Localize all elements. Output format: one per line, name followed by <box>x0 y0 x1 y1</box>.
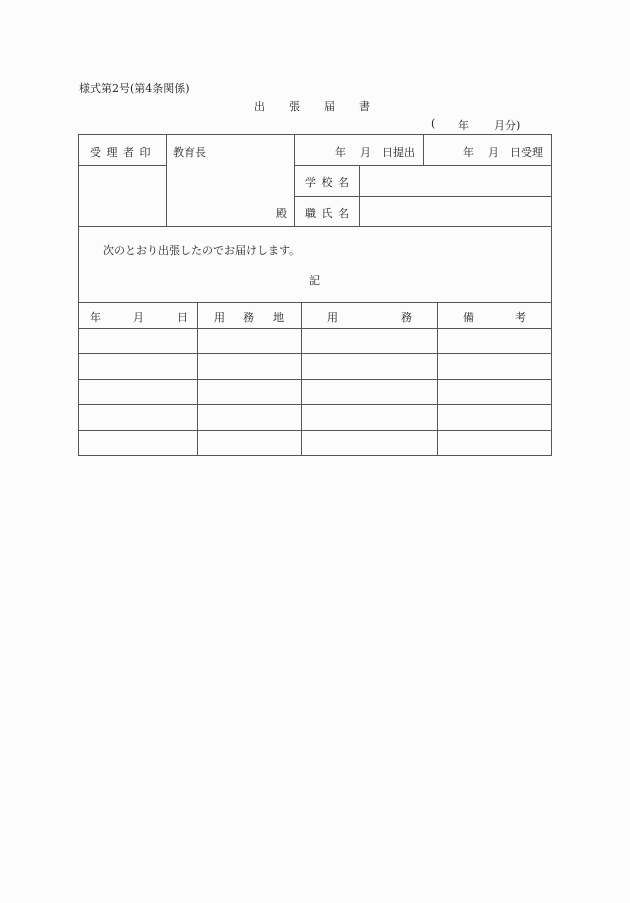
received-month: 月 <box>488 146 499 159</box>
row-location-cell[interactable] <box>199 355 299 376</box>
row-location-cell[interactable] <box>199 432 299 453</box>
title-char: 届 <box>324 100 335 113</box>
divider <box>78 134 79 456</box>
header-char: 用 <box>327 311 338 324</box>
divider <box>197 302 198 456</box>
divider <box>78 430 552 431</box>
header-char: 務 <box>243 311 254 324</box>
period-month: 月分) <box>494 119 521 132</box>
divider <box>78 302 552 303</box>
row-business-cell[interactable] <box>303 406 435 427</box>
form-reference: 様式第2号(第4条関係) <box>79 82 190 95</box>
divider <box>78 328 552 329</box>
school-name-label: 学 校 名 <box>305 176 350 189</box>
divider <box>294 165 552 166</box>
header-char: 用 <box>214 311 225 324</box>
school-name-field[interactable] <box>365 174 545 190</box>
title-char: 出 <box>254 100 265 113</box>
divider <box>166 134 167 226</box>
divider <box>437 302 438 456</box>
received-year: 年 <box>463 146 474 159</box>
divider <box>78 226 552 227</box>
header-char: 月 <box>133 311 144 324</box>
period-year: 年 <box>458 119 469 132</box>
submitted-month: 月 <box>360 146 371 159</box>
divider <box>78 353 552 354</box>
period-open: ( <box>431 117 436 130</box>
submitted-day: 日提出 <box>382 146 415 159</box>
row-date-cell[interactable] <box>80 355 195 376</box>
honorific: 殿 <box>276 207 287 220</box>
ki-label: 記 <box>309 274 320 287</box>
row-date-cell[interactable] <box>80 381 195 402</box>
divider <box>294 134 295 226</box>
row-date-cell[interactable] <box>80 330 195 351</box>
divider <box>78 165 166 166</box>
title-char: 張 <box>289 100 300 113</box>
document-title <box>254 98 370 114</box>
divider <box>78 404 552 405</box>
statement-text: 次のとおり出張したのでお届けします。 <box>103 244 301 257</box>
receiver-seal-label: 受 理 者 印 <box>90 146 152 159</box>
header-char: 地 <box>273 311 284 324</box>
staff-name-field[interactable] <box>365 205 545 221</box>
addressee: 教育長 <box>173 146 206 159</box>
divider <box>294 196 552 197</box>
row-remarks-cell[interactable] <box>439 355 549 376</box>
divider <box>78 134 552 135</box>
row-business-cell[interactable] <box>303 355 435 376</box>
submitted-year: 年 <box>335 146 346 159</box>
row-location-cell[interactable] <box>199 406 299 427</box>
divider <box>301 302 302 456</box>
divider <box>78 379 552 380</box>
header-char: 日 <box>177 311 188 324</box>
row-location-cell[interactable] <box>199 330 299 351</box>
row-business-cell[interactable] <box>303 330 435 351</box>
header-char: 備 <box>463 311 474 324</box>
row-business-cell[interactable] <box>303 432 435 453</box>
header-char: 務 <box>401 311 412 324</box>
divider <box>551 134 552 456</box>
divider <box>423 134 424 165</box>
row-date-cell[interactable] <box>80 432 195 453</box>
row-remarks-cell[interactable] <box>439 381 549 402</box>
divider <box>78 455 552 456</box>
received-day: 日受理 <box>510 146 543 159</box>
row-remarks-cell[interactable] <box>439 406 549 427</box>
header-char: 考 <box>515 311 526 324</box>
divider <box>359 165 360 226</box>
staff-name-label: 職 氏 名 <box>305 207 350 220</box>
row-business-cell[interactable] <box>303 381 435 402</box>
period-label <box>431 117 521 132</box>
row-remarks-cell[interactable] <box>439 432 549 453</box>
row-date-cell[interactable] <box>80 406 195 427</box>
row-location-cell[interactable] <box>199 381 299 402</box>
row-remarks-cell[interactable] <box>439 330 549 351</box>
header-char: 年 <box>90 311 101 324</box>
title-char: 書 <box>359 100 370 113</box>
